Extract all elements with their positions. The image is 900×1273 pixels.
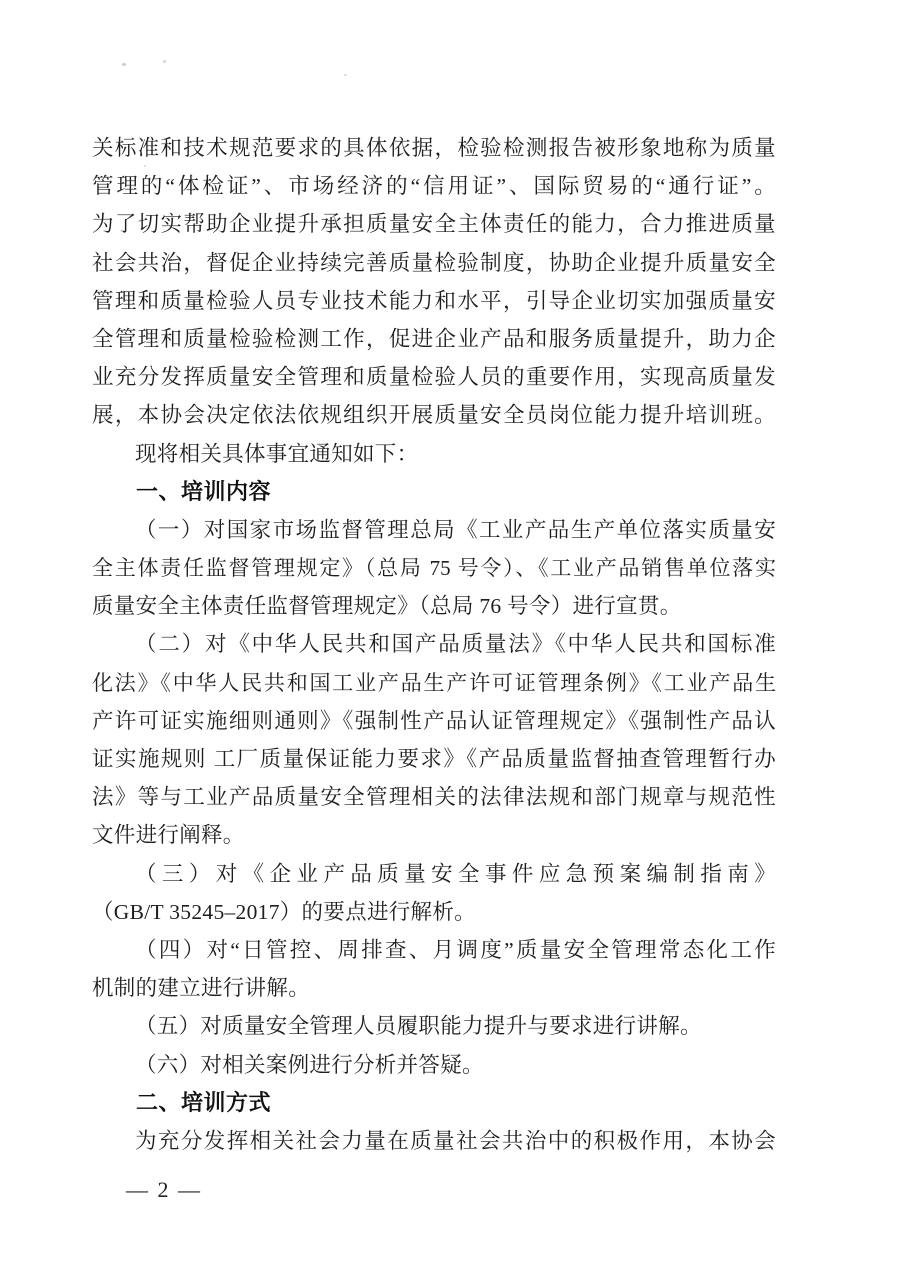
body-line-3: 为了切实帮助企业提升承担质量安全主体责任的能力，合力推进质量	[92, 212, 776, 237]
page-number: — 2 —	[126, 1177, 202, 1202]
section-heading-1: 一、培训内容	[136, 478, 272, 504]
item-2-line-1: （二）对《中华人民共和国产品质量法》《中华人民共和国标准	[135, 632, 776, 657]
body-line-4: 社会共治，督促企业持续完善质量检验制度，协助企业提升质量安全	[92, 250, 776, 275]
body-closing-line: 为充分发挥相关社会力量在质量社会共治中的积极作用，本协会	[135, 1128, 776, 1153]
item-2-line-4: 证实施规则 工厂质量保证能力要求》《产品质量监督抽查管理暂行办	[92, 747, 776, 771]
item-4-line-1: （四）对“日管控、周排查、月调度”质量安全管理常态化工作	[135, 937, 776, 962]
item-2-line-2: 化法》《中华人民共和国工业产品生产许可证管理条例》《工业产品生	[92, 670, 776, 695]
body-line-2: 管理的“体检证”、市场经济的“信用证”、国际贸易的“通行证”。	[92, 174, 776, 199]
notice-intro-line: 现将相关具体事宜通知如下：	[135, 441, 419, 466]
item-1-line-2: 全主体责任监督管理规定》（总局 75 号令）、《工业产品销售单位落实	[92, 556, 776, 581]
item-4-line-2: 机制的建立进行讲解。	[92, 976, 311, 1001]
item-2-line-3: 产许可证实施细则通则》《强制性产品认证管理规定》《强制性产品认	[92, 708, 776, 733]
scan-speck	[163, 60, 166, 63]
item-2-line-5: 法》等与工业产品质量安全管理相关的法律法规和部门规章与规范性	[92, 785, 776, 810]
item-2-line-6: 文件进行阐释。	[92, 823, 245, 848]
body-line-6: 全管理和质量检验检测工作，促进企业产品和服务质量提升，助力企	[92, 326, 776, 351]
scan-speck	[344, 74, 347, 76]
body-line-1: 关标准和技术规范要求的具体依据，检验检测报告被形象地称为质量	[92, 136, 776, 160]
item-3-line-2: （GB/T 35245–2017）的要点进行解析。	[92, 899, 476, 924]
scan-speck	[122, 63, 126, 66]
document-body	[92, 129, 776, 1160]
item-6-line: （六）对相关案例进行分析并答疑。	[135, 1052, 484, 1077]
item-1-line-3: 质量安全主体责任监督管理规定》（总局 76 号令）进行宣贯。	[92, 594, 682, 619]
body-line-7: 业充分发挥质量安全管理和质量检验人员的重要作用，实现高质量发	[92, 365, 776, 390]
item-3-line-1: （三）对《企业产品质量安全事件应急预案编制指南》	[135, 861, 776, 886]
item-1-line-1: （一）对国家市场监督管理总局《工业产品生产单位落实质量安	[135, 517, 776, 542]
body-line-8: 展，本协会决定依法依规组织开展质量安全员岗位能力提升培训班。	[92, 403, 776, 428]
body-line-5: 管理和质量检验人员专业技术能力和水平，引导企业切实加强质量安	[92, 288, 776, 313]
section-heading-2: 二、培训方式	[136, 1089, 272, 1115]
item-5-line: （五）对质量安全管理人员履职能力提升与要求进行讲解。	[135, 1014, 702, 1039]
